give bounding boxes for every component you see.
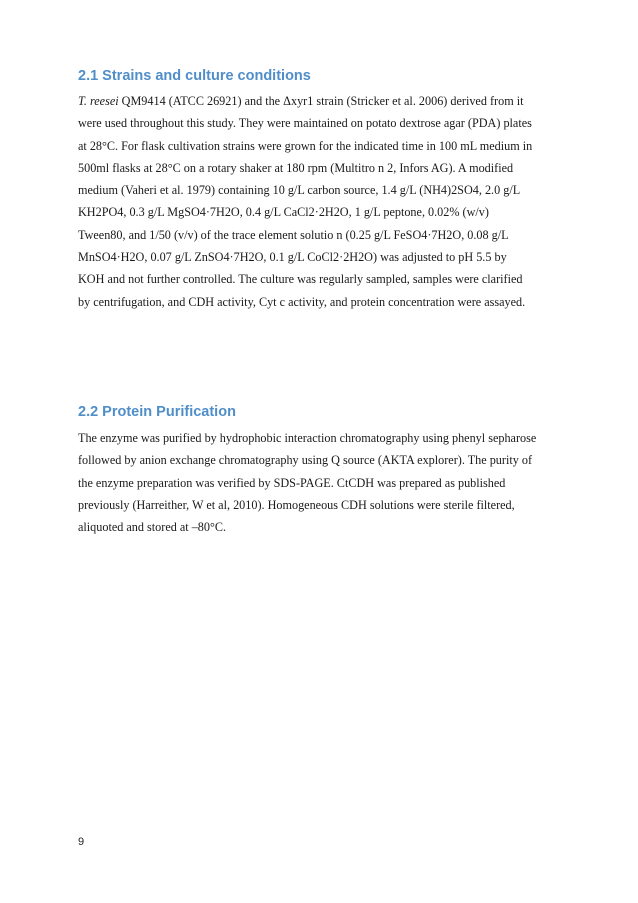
section-heading-strains: 2.1 Strains and culture conditions (78, 68, 311, 84)
text-line: Tween80, and 1/50 (v/v) of the trace element solutio n (0.25 g/L FeSO4·7H2O, 0.08 g/L (78, 227, 509, 242)
text-line: aliquoted and stored at –80°C. (78, 520, 227, 535)
text-line: at 28°C. For flask cultivation strains were grown for the indicated time in 100 mL medium in (78, 138, 533, 153)
text-line (78, 90, 532, 112)
text-line: were used throughout this study. They were maintained on potato dextrose agar (PDA) plates (78, 116, 532, 131)
paragraph-strains (78, 90, 532, 313)
page-number: 9 (78, 836, 85, 848)
text-line: The enzyme was purified by hydrophobic interaction chromatography using phenyl sepharose (78, 431, 537, 445)
text-line: KH2PO4, 0.3 g/L MgSO4·7H2O, 0.4 g/L CaCl2·2H2O, 1 g/L peptone, 0.02% (w/v) (78, 205, 489, 220)
text-line: KOH and not further controlled. The culture was regularly sampled, samples were clarified (78, 272, 523, 287)
text-line: 500ml flasks at 28°C on a rotary shaker at 180 rpm (Multitro n 2, Infors AG). A modified (78, 160, 514, 175)
species-name-italic: T. reesei (78, 94, 119, 108)
text-line-content: QM9414 (ATCC 26921) and the Δxyr1 strain (Stricker et al. 2006) derived from it (118, 94, 524, 108)
text-line: the enzyme preparation was verified by SDS-PAGE. CtCDH was prepared as published (78, 475, 506, 490)
text-line: by centrifugation, and CDH activity, Cyt c activity, and protein concentration were assayed. (78, 294, 526, 309)
section-heading-protein-purification: 2.2 Protein Purification (78, 404, 236, 420)
paragraph-protein-purification (78, 427, 536, 538)
text-line: previously (Harreither, W et al, 2010). Homogeneous CDH solutions were sterile filtered, (78, 497, 515, 512)
text-line: medium (Vaheri et al. 1979) containing 10 g/L carbon source, 1.4 g/L (NH4)2SO4, 2.0 g/L (78, 183, 521, 198)
text-line: MnSO4·H2O, 0.07 g/L ZnSO4·7H2O, 0.1 g/L CoCl2·2H2O) was adjusted to pH 5.5 by (78, 250, 507, 265)
text-line: followed by anion exchange chromatography using Q source (AKTA explorer). The purity of (78, 453, 533, 468)
